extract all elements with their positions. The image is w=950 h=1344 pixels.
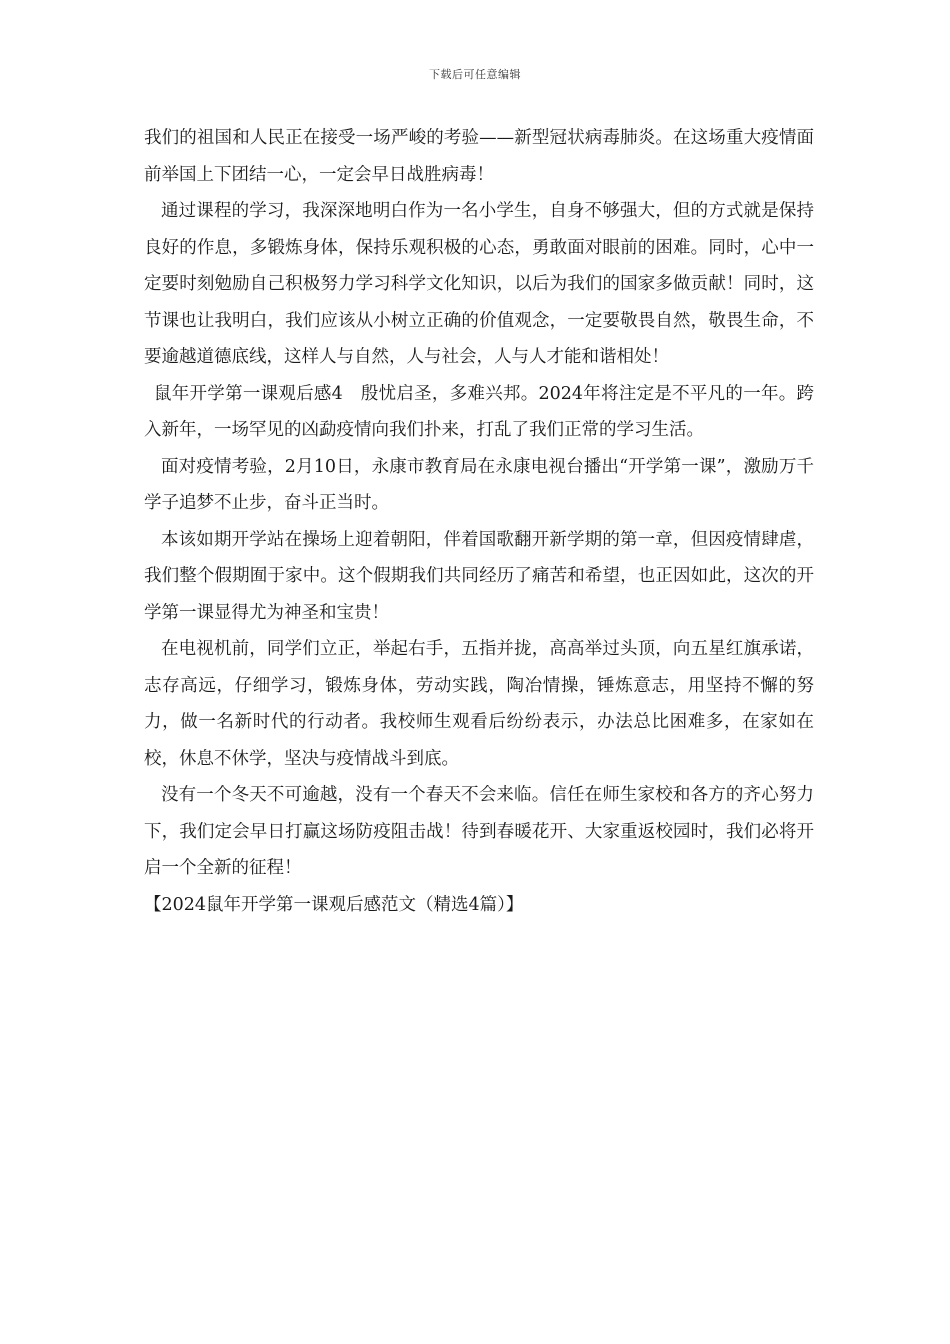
paragraph-5: 本该如期开学站在操场上迎着朝阳，伴着国歌翻开新学期的第一章，但因疫情肆虐，我们整个假期囿于家中。这个假期我们共同经历了痛苦和希望，也正因如此，这次的开学第一课显得尤为神圣和宝贵！ [144,529,814,623]
paragraph-6: 在电视机前，同学们立正，举起右手，五指并拢，高高举过头顶，向五星红旗承诺，志存高远，仔细学习，锻炼身体，劳动实践，陶冶情操，锤炼意志，用坚持不懈的努力，做一名新时代的行动者。我校师生观看后纷纷表示，办法总比困难多，在家如在校，休息不休学，坚决与疫情战斗到底。 [144,639,814,769]
paragraph-1: 我们的祖国和人民正在接受一场严峻的考验——新型冠状病毒肺炎。在这场重大疫情面前举国上下团结一心，一定会早日战胜病毒！ [144,128,814,185]
paragraph-3: 鼠年开学第一课观后感4 殷忧启圣，多难兴邦。2024年将注定是不平凡的一年。跨入新年，一场罕见的凶勐疫情向我们扑来，打乱了我们正常的学习生活。 [144,383,814,440]
paragraph-2: 通过课程的学习，我深深地明白作为一名小学生，自身不够强大，但的方式就是保持良好的作息，多锻炼身体，保持乐观积极的心态，勇敢面对眼前的困难。同时，心中一定要时刻勉励自己积极努力学习科学文化知识，以后为我们的国家多做贡献！同时，这节课也让我明白，我们应该从小树立正确的价值观念，一定要敬畏自然，敬畏生命，不要逾越道德底线，这样人与自然，人与社会，人与人才能和谐相处！ [144,201,814,367]
paragraph-7: 没有一个冬天不可逾越，没有一个春天不会来临。信任在师生家校和各方的齐心努力下，我们定会早日打赢这场防疫阻击战！待到春暖花开、大家重返校园时，我们必将开启一个全新的征程！ [144,785,814,878]
page-header: 下载后可任意编辑 [429,68,521,81]
paragraph-4: 面对疫情考验，2月10日，永康市教育局在永康电视台播出“开学第一课”，激励万千学子追梦不止步，奋斗正当时。 [144,456,814,513]
closing-title: 【2024鼠年开学第一课观后感范文（精选4篇）】 [144,894,524,915]
document-body [144,120,814,923]
